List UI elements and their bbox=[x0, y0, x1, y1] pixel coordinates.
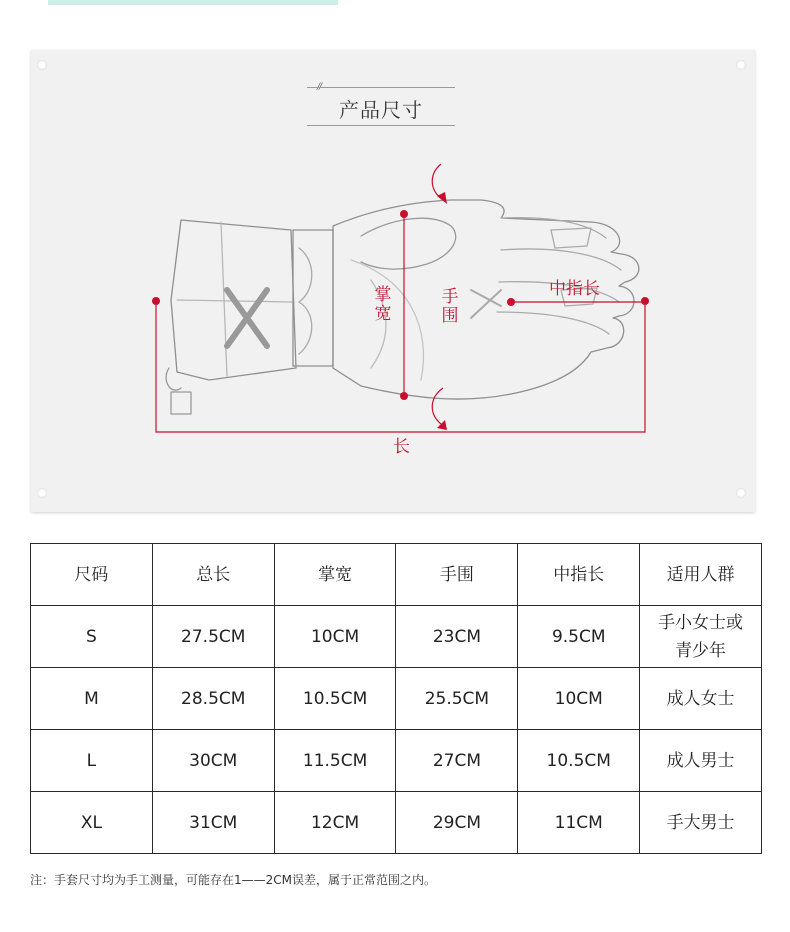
size-diagram-board bbox=[31, 50, 755, 512]
cell-middle-finger-length: 11CM bbox=[518, 792, 640, 854]
middle-finger-length-label: 中指长 bbox=[549, 279, 600, 299]
cell-hand-circumference: 29CM bbox=[396, 792, 518, 854]
cell-size: S bbox=[31, 606, 153, 668]
cell-hand-circumference: 23CM bbox=[396, 606, 518, 668]
glove-wrist-strap bbox=[293, 230, 333, 366]
palm-width-dot-top bbox=[400, 210, 408, 218]
header-hand-circumference: 手围 bbox=[396, 544, 518, 606]
table-row bbox=[31, 792, 762, 854]
total-length-label: 长 bbox=[393, 437, 410, 457]
measurement-note: 注：手套尺寸均为手工测量，可能存在1——2CM误差，属于正常范围之内。 bbox=[30, 873, 437, 887]
header-palm-width: 掌宽 bbox=[274, 544, 396, 606]
table-header-row bbox=[31, 544, 762, 606]
hand-circumference-label: 手围 bbox=[441, 287, 459, 326]
cell-size: M bbox=[31, 668, 153, 730]
circumference-arrow-bottom bbox=[432, 388, 443, 424]
cell-total-length: 30CM bbox=[152, 730, 274, 792]
palm-width-label: 掌宽 bbox=[374, 285, 392, 324]
glove-tag bbox=[171, 392, 191, 414]
cell-total-length: 31CM bbox=[152, 792, 274, 854]
cell-hand-circumference: 25.5CM bbox=[396, 668, 518, 730]
total-length-dot-left bbox=[152, 297, 160, 305]
glove-thumb bbox=[361, 218, 456, 269]
header-size: 尺码 bbox=[31, 544, 153, 606]
cell-total-length: 27.5CM bbox=[152, 606, 274, 668]
cell-middle-finger-length: 9.5CM bbox=[518, 606, 640, 668]
top-accent-strip bbox=[48, 0, 338, 5]
circumference-arrowhead-top bbox=[437, 192, 447, 204]
cell-middle-finger-length: 10.5CM bbox=[518, 730, 640, 792]
cell-suitable-for: 成人女士 bbox=[640, 668, 762, 730]
glove-tag-loop bbox=[166, 368, 181, 390]
cell-total-length: 28.5CM bbox=[152, 668, 274, 730]
header-middle-finger-length: 中指长 bbox=[518, 544, 640, 606]
cell-suitable-for: 手大男士 bbox=[640, 792, 762, 854]
total-length-bracket bbox=[156, 302, 645, 432]
header-total-length: 总长 bbox=[152, 544, 274, 606]
cell-suitable-for: 手小女士或青少年 bbox=[640, 606, 762, 668]
section-title-text: 产品尺寸 bbox=[339, 98, 423, 122]
cell-suitable-for: 成人男士 bbox=[640, 730, 762, 792]
cell-palm-width: 10CM bbox=[274, 606, 396, 668]
table-row bbox=[31, 668, 762, 730]
size-table bbox=[30, 543, 762, 854]
cell-palm-width: 11.5CM bbox=[274, 730, 396, 792]
header-suitable-for: 适用人群 bbox=[640, 544, 762, 606]
table-row bbox=[31, 606, 762, 668]
cell-size: XL bbox=[31, 792, 153, 854]
glove-x-mark bbox=[227, 290, 267, 346]
cell-size: L bbox=[31, 730, 153, 792]
palm-width-dot-bottom bbox=[400, 392, 408, 400]
cell-palm-width: 10.5CM bbox=[274, 668, 396, 730]
total-length-dot-right bbox=[641, 297, 649, 305]
cell-middle-finger-length: 10CM bbox=[518, 668, 640, 730]
table-row bbox=[31, 730, 762, 792]
middle-finger-dot-left bbox=[507, 298, 515, 306]
cell-hand-circumference: 27CM bbox=[396, 730, 518, 792]
cell-palm-width: 12CM bbox=[274, 792, 396, 854]
